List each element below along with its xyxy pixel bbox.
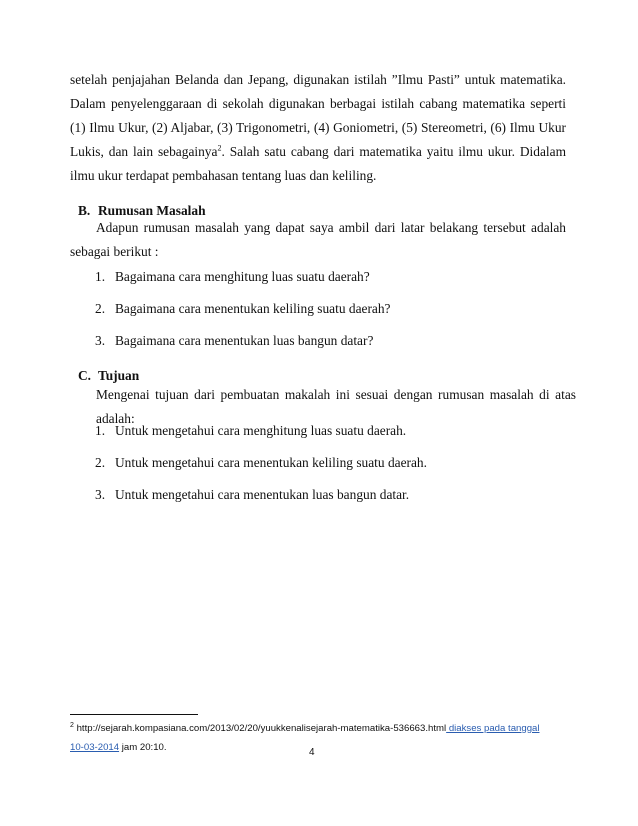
list-number: 1. — [95, 269, 106, 284]
section-c-title: Tujuan — [98, 368, 140, 383]
list-item — [95, 332, 391, 364]
section-b-paragraph-text: Adapun rumusan masalah yang dapat saya ambil dari latar belakang tersebut adalah sebagai berikut : — [70, 220, 566, 259]
footnote-marker: 2 — [70, 722, 74, 729]
list-text: Bagaimana cara menghitung luas suatu daerah? — [115, 269, 370, 284]
list-number: 1. — [95, 423, 106, 438]
intro-paragraph — [70, 68, 566, 188]
footnote-link[interactable]: diakses pada tanggal — [446, 723, 540, 735]
section-b-paragraph — [70, 216, 566, 264]
list-item — [95, 300, 391, 332]
footnote — [70, 716, 570, 757]
intro-text-2: . Salah satu cabang dari matematika yaitu ilmu ukur. Didalam ilmu ukur terdapat pembahasan tentang luas dan keliling. — [70, 144, 566, 183]
list-item — [95, 268, 391, 300]
footnote-separator — [70, 714, 198, 715]
section-b-letter: B. — [78, 203, 91, 218]
list-text: Bagaimana cara menentukan keliling suatu daerah? — [115, 301, 391, 316]
list-number: 2. — [95, 455, 106, 470]
section-b-list — [95, 268, 391, 364]
list-item — [95, 486, 427, 518]
list-item — [95, 454, 427, 486]
footnote-url: http://sejarah.kompasiana.com/2013/02/20/yuukkenalisejarah-matematika-536663.html — [73, 723, 447, 735]
section-b-title: Rumusan Masalah — [98, 203, 206, 218]
section-c-list — [95, 422, 427, 518]
section-c-letter: C. — [78, 368, 92, 383]
footnote-reference[interactable]: 2 — [217, 143, 222, 153]
list-item — [95, 422, 427, 454]
page-number: 4 — [309, 747, 315, 758]
list-text: Untuk mengetahui cara menghitung luas suatu daerah. — [115, 423, 407, 438]
footnote-date-link[interactable]: 10-03-2014 — [70, 742, 120, 754]
list-text: Bagaimana cara menentukan luas bangun datar? — [115, 333, 374, 348]
list-number: 3. — [95, 487, 106, 502]
list-text: Untuk mengetahui cara menentukan keliling suatu daerah. — [115, 455, 427, 470]
section-c-heading — [78, 368, 139, 384]
section-c-paragraph-text: Mengenai tujuan dari pembuatan makalah ini sesuai dengan rumusan masalah di atas adalah: — [96, 387, 576, 426]
list-text: Untuk mengetahui cara menentukan luas bangun datar. — [115, 487, 410, 502]
list-number: 3. — [95, 333, 106, 348]
footnote-time: jam 20:10. — [119, 742, 167, 754]
intro-text-1: setelah penjajahan Belanda dan Jepang, digunakan istilah ”Ilmu Pasti” untuk matematika. Dalam penyelenggaraan di sekolah digunakan berbagai istilah cabang matematika seperti (1) Ilmu Ukur, (2) Aljabar, (3) Trigonometri, (4) Goniometri, (5) Stereometri, (6) Ilmu Ukur Lukis, dan lain sebagainya — [70, 72, 566, 159]
list-number: 2. — [95, 301, 106, 316]
